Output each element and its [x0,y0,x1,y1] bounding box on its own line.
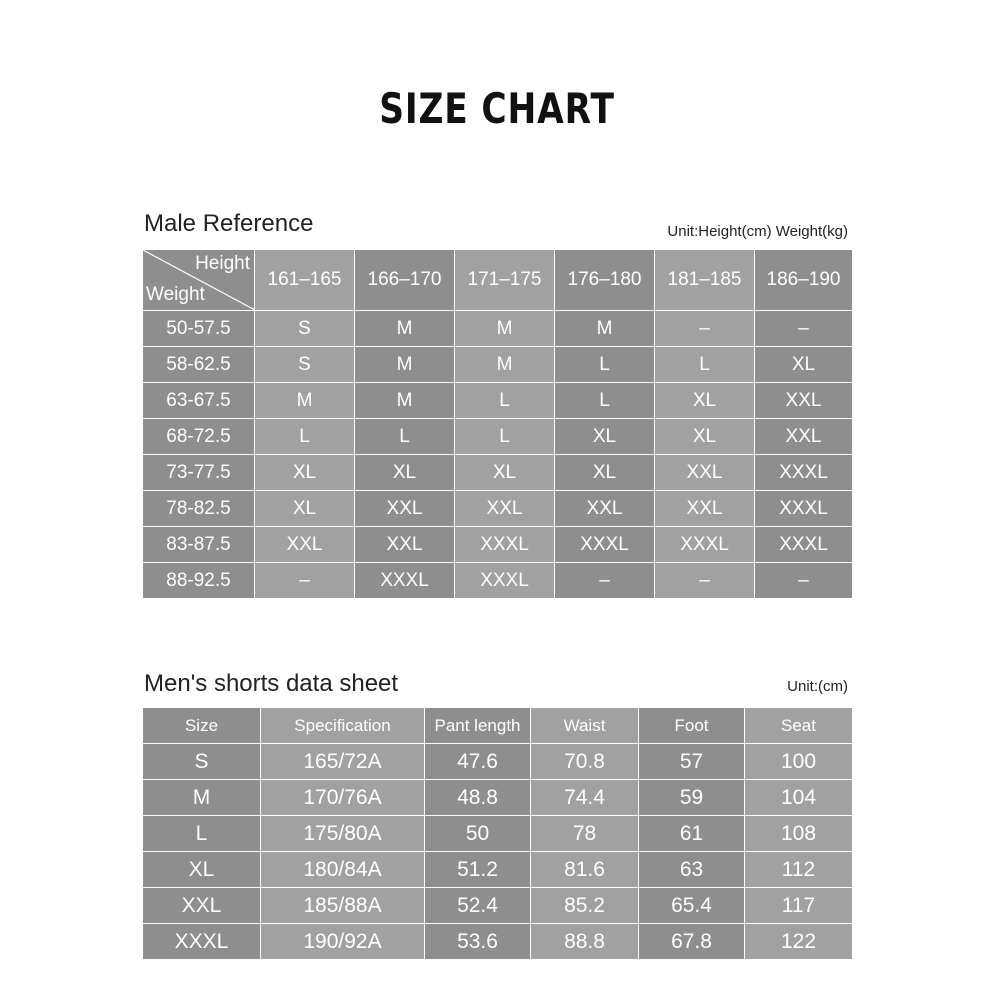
shorts-data-cell: 61 [639,816,745,852]
shorts-table-row [143,816,853,852]
column-header: Pant length [425,708,531,744]
size-cell: M [355,311,455,347]
size-cell: L [455,419,555,455]
corner-header-cell [143,250,255,311]
shorts-data-cell: 165/72A [261,744,425,780]
column-header: Waist [531,708,639,744]
male-table-row [143,491,853,527]
shorts-data-cell: M [143,780,261,816]
size-cell: XXL [355,491,455,527]
shorts-table-row [143,780,853,816]
size-cell: XL [355,455,455,491]
size-cell: L [355,419,455,455]
size-cell: XXXL [455,563,555,599]
weight-range-cell: 68-72.5 [143,419,255,455]
size-cell: M [455,311,555,347]
shorts-data-cell: 85.2 [531,888,639,924]
height-header: 181–185 [655,250,755,311]
size-cell: – [655,563,755,599]
male-table-row [143,347,853,383]
size-cell: XL [655,383,755,419]
shorts-data-cell: 100 [745,744,853,780]
size-cell: L [455,383,555,419]
male-table-row [143,383,853,419]
size-cell: XL [555,455,655,491]
shorts-data-cell: 47.6 [425,744,531,780]
size-cell: XL [455,455,555,491]
weight-range-cell: 63-67.5 [143,383,255,419]
shorts-data-cell: 185/88A [261,888,425,924]
shorts-sheet-unit-note: Unit:(cm) [787,678,848,695]
shorts-data-cell: L [143,816,261,852]
size-cell: L [255,419,355,455]
size-cell: XL [255,455,355,491]
size-cell: M [255,383,355,419]
weight-range-cell: 58-62.5 [143,347,255,383]
male-table-row [143,563,853,599]
height-header: 176–180 [555,250,655,311]
size-cell: M [555,311,655,347]
shorts-data-cell: 180/84A [261,852,425,888]
shorts-data-cell: 65.4 [639,888,745,924]
shorts-data-cell: XXL [143,888,261,924]
size-cell: XL [555,419,655,455]
size-cell: XXXL [555,527,655,563]
male-table-header-row [143,250,853,311]
size-cell: – [755,563,853,599]
shorts-table-row [143,744,853,780]
shorts-data-cell: 112 [745,852,853,888]
shorts-data-cell: 63 [639,852,745,888]
corner-height-label: Height [195,253,250,274]
size-cell: XL [755,347,853,383]
shorts-data-cell: 122 [745,924,853,960]
weight-range-cell: 73-77.5 [143,455,255,491]
size-cell: S [255,347,355,383]
shorts-data-cell: 59 [639,780,745,816]
weight-range-cell: 83-87.5 [143,527,255,563]
shorts-data-cell: 117 [745,888,853,924]
size-cell: XXL [655,455,755,491]
size-cell: S [255,311,355,347]
shorts-table-row [143,888,853,924]
size-cell: XXXL [755,491,853,527]
size-cell: XXXL [755,455,853,491]
shorts-data-cell: 81.6 [531,852,639,888]
shorts-data-cell: 108 [745,816,853,852]
shorts-data-cell: 88.8 [531,924,639,960]
size-cell: XXL [255,527,355,563]
weight-range-cell: 50-57.5 [143,311,255,347]
male-table-row [143,419,853,455]
shorts-data-cell: 67.8 [639,924,745,960]
column-header: Seat [745,708,853,744]
height-header: 186–190 [755,250,853,311]
column-header: Size [143,708,261,744]
size-cell: XL [655,419,755,455]
size-cell: XXXL [655,527,755,563]
height-header: 166–170 [355,250,455,311]
size-cell: L [555,383,655,419]
shorts-data-cell: 48.8 [425,780,531,816]
shorts-data-cell: 57 [639,744,745,780]
shorts-data-cell: S [143,744,261,780]
corner-weight-label: Weight [146,284,205,305]
shorts-data-table [142,707,853,960]
size-cell: XXL [755,419,853,455]
size-cell: M [455,347,555,383]
page-title: SIZE CHART [379,84,615,133]
shorts-data-cell: 52.4 [425,888,531,924]
size-cell: – [255,563,355,599]
shorts-sheet-heading: Men's shorts data sheet [144,670,399,697]
column-header: Foot [639,708,745,744]
male-reference-heading: Male Reference [144,210,314,237]
size-cell: M [355,383,455,419]
male-reference-unit-note: Unit:Height(cm) Weight(kg) [667,223,848,240]
shorts-data-cell: 53.6 [425,924,531,960]
shorts-data-cell: 51.2 [425,852,531,888]
shorts-data-cell: 170/76A [261,780,425,816]
shorts-data-cell: XXXL [143,924,261,960]
shorts-data-cell: 104 [745,780,853,816]
male-table-row [143,311,853,347]
shorts-data-cell: 78 [531,816,639,852]
size-cell: – [755,311,853,347]
height-header: 161–165 [255,250,355,311]
size-cell: XXL [755,383,853,419]
male-table-row [143,455,853,491]
size-cell: XXL [455,491,555,527]
size-cell: – [555,563,655,599]
size-cell: XXL [655,491,755,527]
column-header: Specification [261,708,425,744]
shorts-table-row [143,924,853,960]
size-cell: XXXL [455,527,555,563]
size-cell: M [355,347,455,383]
size-cell: XXL [555,491,655,527]
size-cell: L [655,347,755,383]
weight-range-cell: 88-92.5 [143,563,255,599]
size-cell: XXXL [355,563,455,599]
shorts-data-cell: XL [143,852,261,888]
shorts-data-cell: 50 [425,816,531,852]
male-reference-table [142,249,853,599]
size-cell: XL [255,491,355,527]
shorts-data-cell: 70.8 [531,744,639,780]
shorts-data-cell: 175/80A [261,816,425,852]
shorts-data-cell: 74.4 [531,780,639,816]
shorts-table-row [143,852,853,888]
size-cell: L [555,347,655,383]
shorts-data-cell: 190/92A [261,924,425,960]
male-table-row [143,527,853,563]
size-cell: XXXL [755,527,853,563]
height-header: 171–175 [455,250,555,311]
shorts-table-header-row [143,708,853,744]
size-cell: – [655,311,755,347]
size-cell: XXL [355,527,455,563]
weight-range-cell: 78-82.5 [143,491,255,527]
